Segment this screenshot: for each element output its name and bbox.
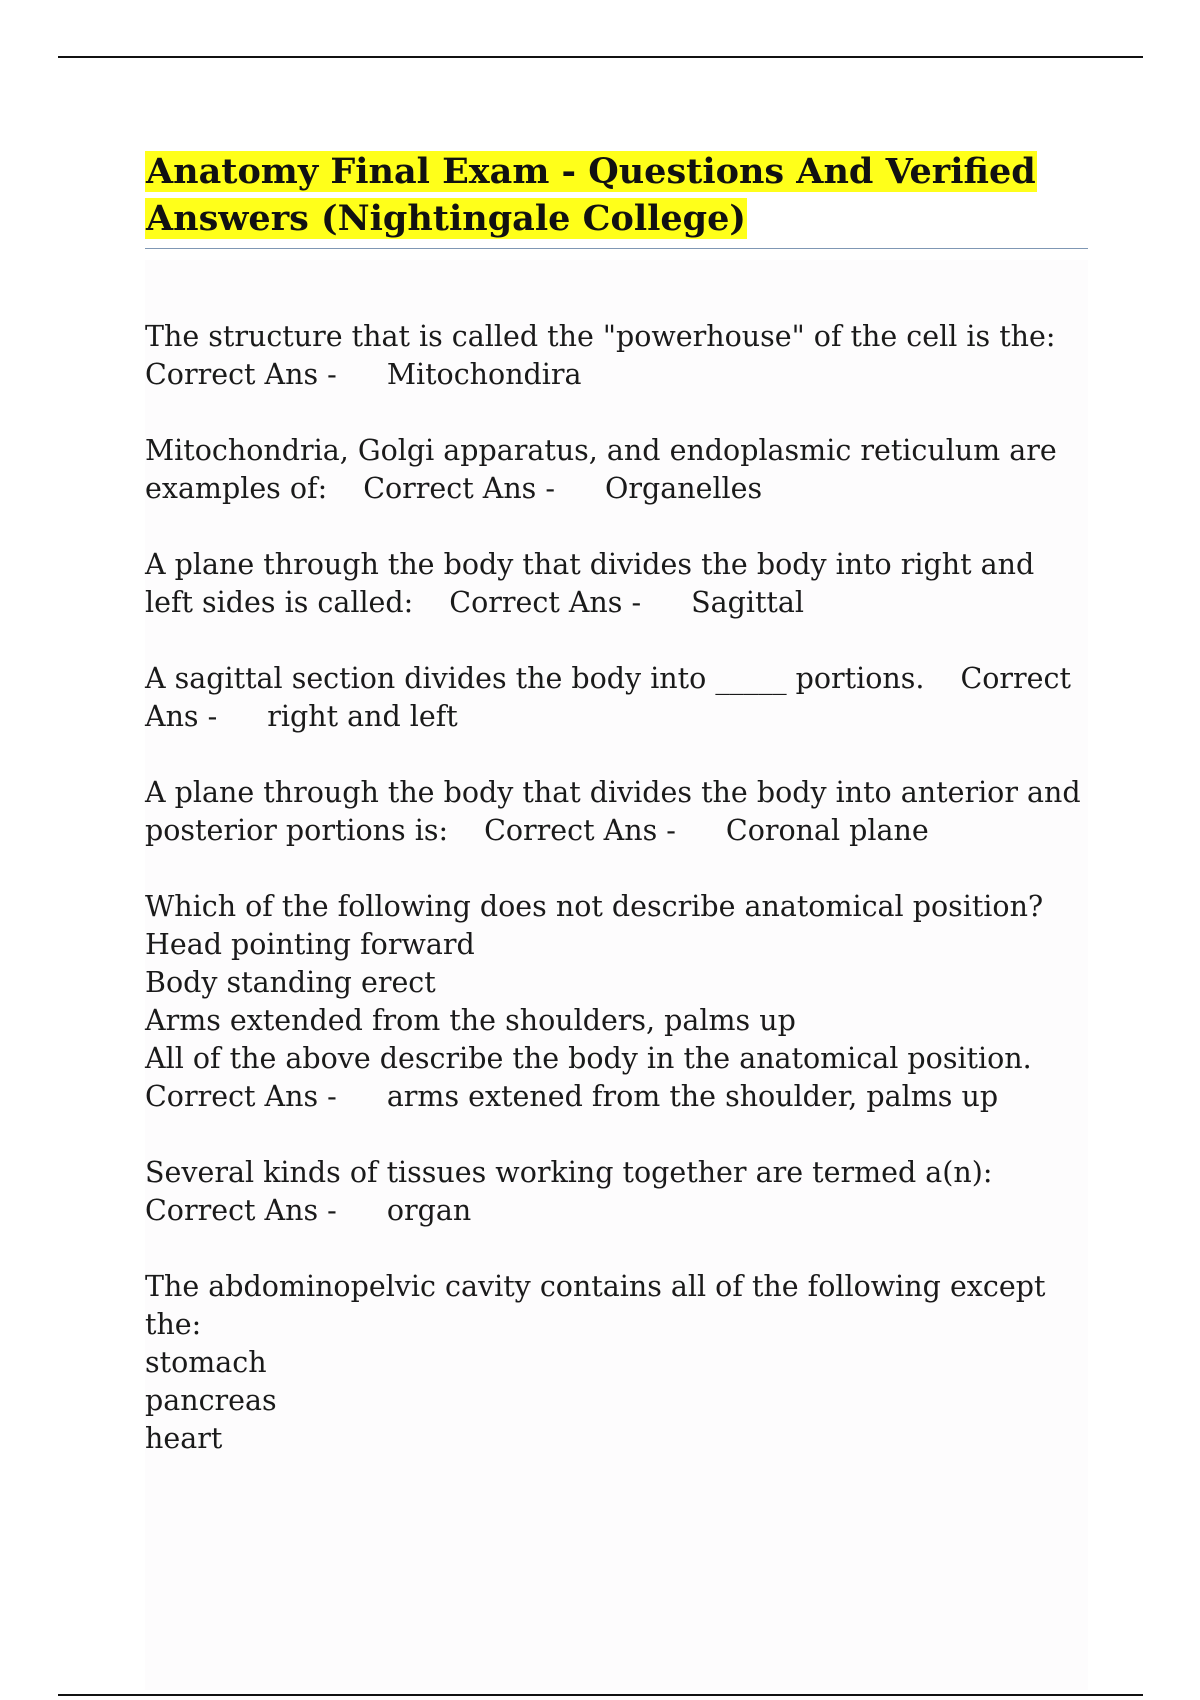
option-text: Body standing erect: [145, 966, 436, 999]
answer-text: arms extened from the shoulder, palms up: [386, 1080, 999, 1113]
option-text: heart: [145, 1422, 223, 1455]
question-item: [145, 432, 1088, 508]
option-text: Arms extended from the shoulders, palms up: [145, 1004, 796, 1037]
option-text: pancreas: [145, 1384, 277, 1417]
document-title-highlight: Anatomy Final Exam - Questions And Verified Answers (Nightingale College): [146, 151, 1036, 239]
page-bottom-rule: [58, 1694, 1143, 1696]
answer-label: Correct Ans -: [484, 814, 676, 847]
answer-text: Sagittal: [691, 586, 804, 619]
answer-label: Correct Ans -: [145, 1080, 337, 1113]
answer-text: organ: [386, 1194, 472, 1227]
document-title: [145, 148, 1088, 242]
answer-text: right and left: [267, 700, 458, 733]
answer-text: Coronal plane: [725, 814, 929, 847]
question-list: [145, 318, 1088, 1496]
question-text: A plane through the body that divides the body into anterior and posterior portions is:: [145, 776, 1081, 847]
question-text: Several kinds of tissues working together are termed a(n):: [145, 1156, 993, 1189]
question-item: [145, 888, 1088, 1116]
title-block: [145, 148, 1088, 242]
option-text: All of the above describe the body in the anatomical position.: [145, 1042, 1032, 1075]
question-text: The abdominopelvic cavity contains all of the following except the:: [145, 1270, 1046, 1341]
title-underline: [145, 248, 1088, 249]
question-item: [145, 1154, 1088, 1230]
answer-label: Correct Ans -: [363, 472, 555, 505]
question-item: [145, 318, 1088, 394]
question-text: A sagittal section divides the body into _____ portions.: [145, 662, 925, 695]
question-text: The structure that is called the "powerhouse" of the cell is the:: [145, 320, 1056, 353]
option-text: stomach: [145, 1346, 267, 1379]
answer-label: Correct Ans -: [145, 358, 337, 391]
question-item: [145, 546, 1088, 622]
question-item: [145, 1268, 1088, 1458]
answer-label: Correct Ans -: [145, 662, 1071, 733]
question-item: [145, 660, 1088, 736]
question-item: [145, 774, 1088, 850]
answer-text: Mitochondira: [386, 358, 582, 391]
option-text: Head pointing forward: [145, 928, 475, 961]
page-top-rule: [58, 56, 1143, 58]
answer-label: Correct Ans -: [449, 586, 642, 619]
question-text: A plane through the body that divides the body into right and left sides is called:: [145, 548, 1035, 619]
question-text: Which of the following does not describe anatomical position?: [145, 890, 1044, 923]
answer-text: Organelles: [605, 472, 763, 505]
question-text: Mitochondria, Golgi apparatus, and endoplasmic reticulum are examples of:: [145, 434, 1057, 505]
answer-label: Correct Ans -: [145, 1194, 337, 1227]
